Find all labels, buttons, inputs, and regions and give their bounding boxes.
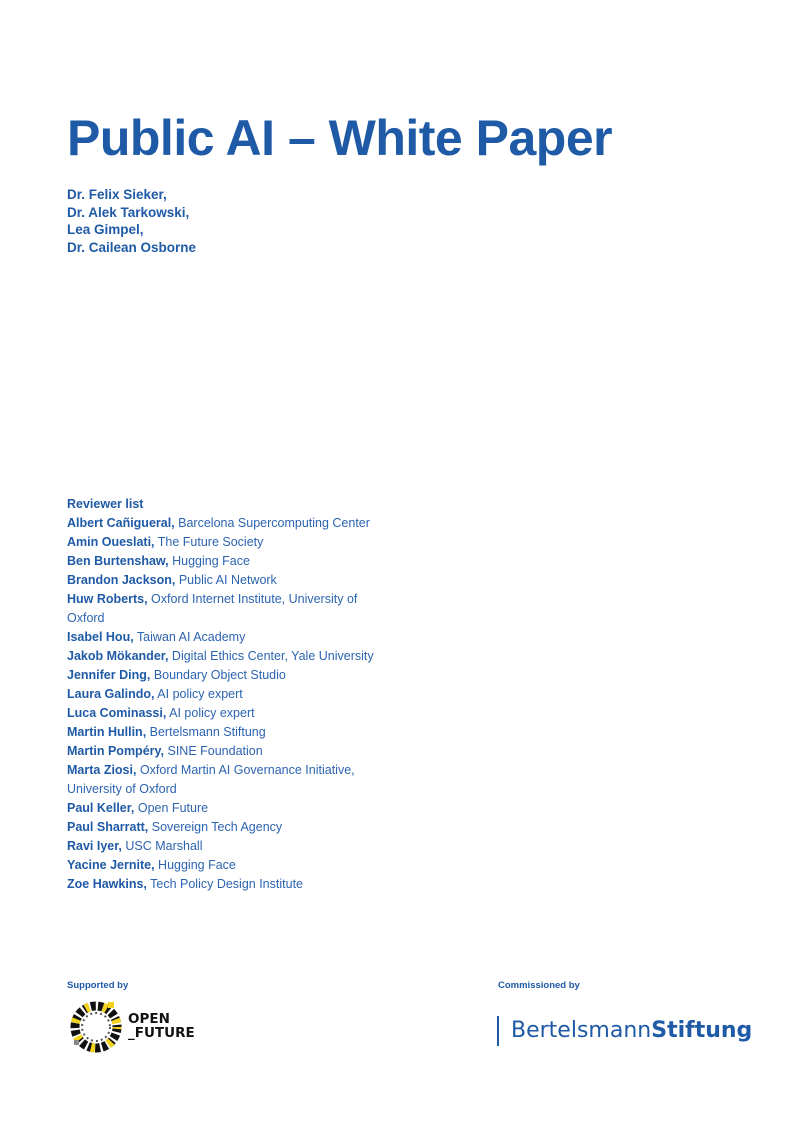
reviewer-item <box>67 799 387 818</box>
author-name: Dr. Cailean Osborne <box>67 239 197 255</box>
reviewer-list <box>67 495 387 894</box>
author-list <box>67 186 196 256</box>
open-future-emblem-icon <box>68 998 126 1056</box>
supported-by-label: Supported by <box>67 980 129 991</box>
reviewer-name: Luca Cominassi, <box>67 706 167 720</box>
reviewer-name: Martin Hullin, <box>67 725 147 739</box>
reviewer-affiliation: Sovereign Tech Agency <box>148 820 283 834</box>
reviewer-item <box>67 856 387 875</box>
reviewer-item <box>67 552 387 571</box>
bertelsmann-wordmark-bold: Stiftung <box>651 1018 753 1043</box>
open-future-line2: _FUTURE <box>128 1025 195 1041</box>
reviewer-affiliation: Hugging Face <box>168 554 250 568</box>
reviewer-affiliation: Barcelona Supercomputing Center <box>174 516 370 530</box>
reviewer-name: Amin Oueslati, <box>67 535 155 549</box>
reviewer-affiliation: AI policy expert <box>166 706 255 720</box>
reviewer-affiliation: Boundary Object Studio <box>150 668 286 682</box>
paper-title: Public AI – White Paper <box>67 110 613 166</box>
reviewer-item <box>67 666 387 685</box>
reviewer-name: Martin Pompéry, <box>67 744 165 758</box>
reviewer-item <box>67 590 387 628</box>
reviewer-items <box>67 514 387 894</box>
reviewer-affiliation: Open Future <box>134 801 209 815</box>
reviewer-affiliation: SINE Foundation <box>164 744 263 758</box>
reviewer-name: Paul Keller, <box>67 801 135 815</box>
reviewer-affiliation: Digital Ethics Center, Yale University <box>168 649 374 663</box>
reviewer-name: Marta Ziosi, <box>67 763 137 777</box>
reviewer-affiliation: Taiwan AI Academy <box>133 630 246 644</box>
reviewer-item <box>67 514 387 533</box>
reviewer-affiliation: Oxford Martin AI Governance Initiative, University of Oxford <box>67 763 355 796</box>
reviewer-item <box>67 533 387 552</box>
author-name: Dr. Felix Sieker, <box>67 187 167 202</box>
commissioned-by-label: Commissioned by <box>498 980 580 991</box>
reviewer-item <box>67 761 387 799</box>
reviewer-name: Ben Burtenshaw, <box>67 554 169 568</box>
reviewer-affiliation: The Future Society <box>154 535 264 549</box>
bertelsmann-wordmark-regular: Bertelsmann <box>511 1018 652 1043</box>
reviewer-affiliation: Oxford Internet Institute, University of Oxford <box>67 592 358 625</box>
reviewer-item <box>67 875 387 894</box>
open-future-line1: OPEN <box>128 1011 170 1027</box>
author-name: Lea Gimpel, <box>67 222 144 237</box>
reviewer-item <box>67 818 387 837</box>
reviewer-affiliation: AI policy expert <box>154 687 243 701</box>
reviewer-name: Huw Roberts, <box>67 592 148 606</box>
reviewer-name: Jakob Mökander, <box>67 649 169 663</box>
reviewer-affiliation: Bertelsmann Stiftung <box>146 725 266 739</box>
reviewer-name: Ravi Iyer, <box>67 839 122 853</box>
reviewer-item <box>67 647 387 666</box>
reviewer-item <box>67 685 387 704</box>
reviewer-item <box>67 704 387 723</box>
reviewer-item <box>67 742 387 761</box>
reviewer-item <box>67 571 387 590</box>
reviewer-affiliation: Hugging Face <box>154 858 236 872</box>
reviewer-list-heading: Reviewer list <box>67 497 144 511</box>
reviewer-affiliation: Tech Policy Design Institute <box>146 877 303 891</box>
reviewer-name: Isabel Hou, <box>67 630 134 644</box>
open-future-wordmark <box>128 1012 195 1040</box>
reviewer-item <box>67 837 387 856</box>
reviewer-affiliation: USC Marshall <box>121 839 203 853</box>
bertelsmann-stiftung-logo <box>497 1016 752 1046</box>
reviewer-name: Zoe Hawkins, <box>67 877 147 891</box>
author-name: Dr. Alek Tarkowski, <box>67 204 190 220</box>
reviewer-item <box>67 723 387 742</box>
reviewer-name: Albert Cañigueral, <box>67 516 175 530</box>
reviewer-name: Brandon Jackson, <box>67 573 176 587</box>
reviewer-name: Yacine Jernite, <box>67 858 155 872</box>
reviewer-affiliation: Public AI Network <box>175 573 277 587</box>
reviewer-name: Paul Sharratt, <box>67 820 149 834</box>
reviewer-name: Laura Galindo, <box>67 687 155 701</box>
open-future-logo <box>68 998 208 1056</box>
reviewer-item <box>67 628 387 647</box>
reviewer-name: Jennifer Ding, <box>67 668 151 682</box>
